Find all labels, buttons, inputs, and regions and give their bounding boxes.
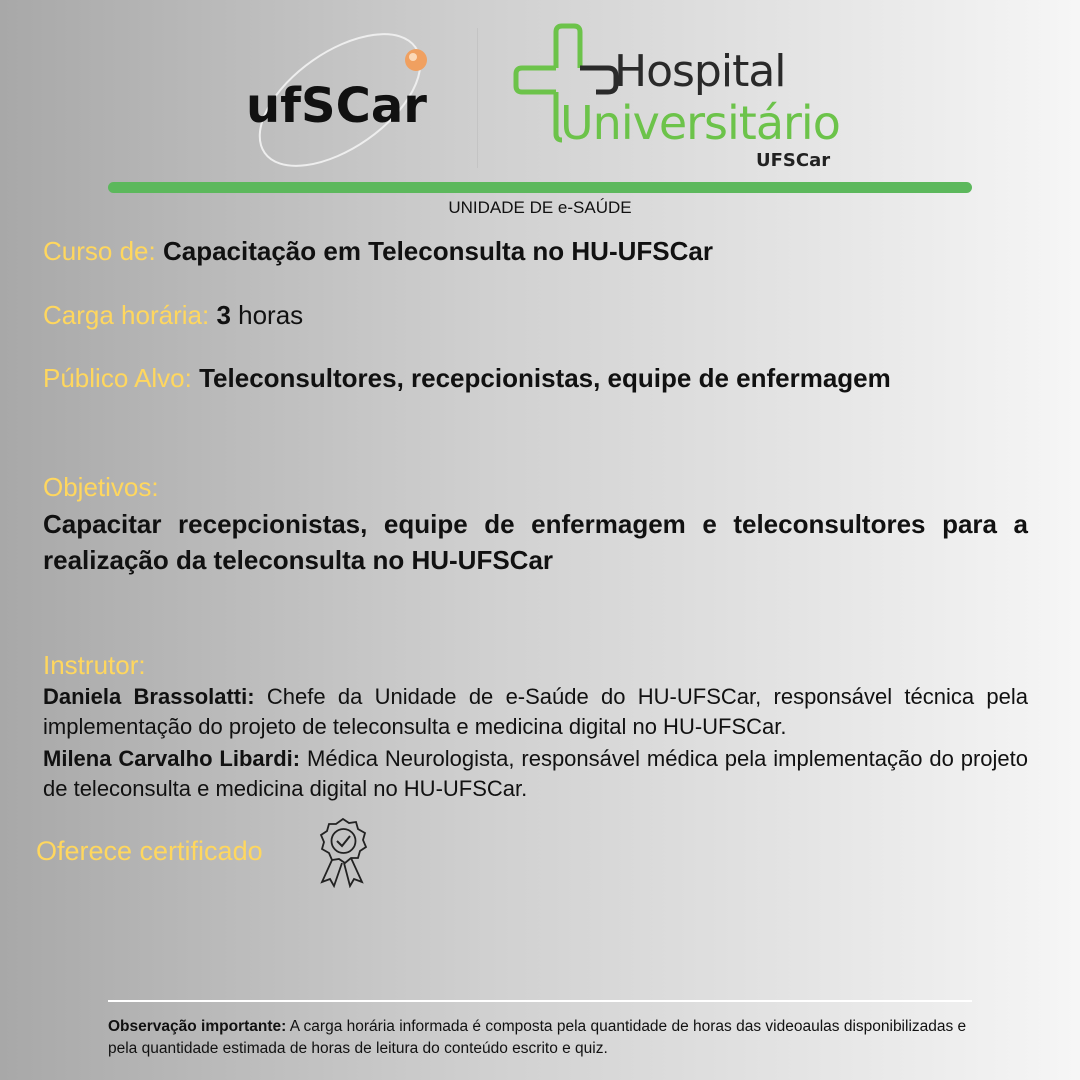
- course-line: [43, 236, 713, 267]
- award-ribbon-icon: [316, 816, 370, 888]
- hospital-universitario-logo: [512, 22, 842, 172]
- ufscar-logo: [240, 30, 450, 170]
- footer-note: [108, 1016, 988, 1060]
- audience-value: Teleconsultores, recepcionistas, equipe de enfermagem: [199, 363, 891, 393]
- instructor-name: Milena Carvalho Libardi:: [43, 746, 301, 771]
- instructors-title: Instrutor:: [43, 650, 146, 680]
- note-text: A carga horária informada é composta pela quantidade de horas das videoaulas disponibilizadas e pela quantidade estimada de horas de leitura do conteúdo escrito e quiz.: [108, 1018, 967, 1057]
- course-value: Capacitação em Teleconsulta no HU-UFSCar: [162, 236, 713, 266]
- audience-label: Público Alvo:: [43, 363, 192, 393]
- workload-unit: horas: [238, 300, 304, 330]
- note-label: Observação importante:: [108, 1018, 287, 1035]
- hu-logo-word-ufscar: UFSCar: [756, 150, 831, 171]
- unit-label: UNIDADE DE e-SAÚDE: [448, 198, 632, 217]
- workload-label: Carga horária:: [43, 300, 210, 330]
- course-label: Curso de:: [43, 236, 156, 266]
- header-green-bar: [108, 182, 972, 193]
- ufscar-logo-text: ufSCar: [246, 78, 427, 134]
- hu-logo-word-hospital: Hospital: [614, 46, 786, 97]
- instructor-description: Médica Neurologista, responsável médica pela implementação do projeto de teleconsulta e medicina digital no HU-UFSCar.: [43, 746, 1028, 801]
- instructor-item: [43, 744, 1028, 804]
- objectives-title: Objetivos:: [43, 472, 159, 502]
- instructor-item: [43, 682, 1028, 742]
- instructor-name: Daniela Brassolatti:: [43, 684, 255, 709]
- workload-line: [43, 300, 303, 331]
- footer-rule: [108, 1000, 972, 1002]
- certificate-label: Oferece certificado: [36, 836, 263, 866]
- logo-divider: [477, 28, 478, 168]
- workload-hours: 3: [216, 300, 231, 330]
- audience-line: [43, 363, 891, 394]
- instructor-description: Chefe da Unidade de e-Saúde do HU-UFSCar, responsável técnica pela implementação do projeto de teleconsulta e medicina digital no HU-UFSCar.: [43, 684, 1028, 739]
- hu-logo-word-universitario: Universitário: [560, 96, 840, 150]
- objectives-text: Capacitar recepcionistas, equipe de enfermagem e teleconsultores para a realização da teleconsulta no HU-UFSCar: [43, 509, 1028, 575]
